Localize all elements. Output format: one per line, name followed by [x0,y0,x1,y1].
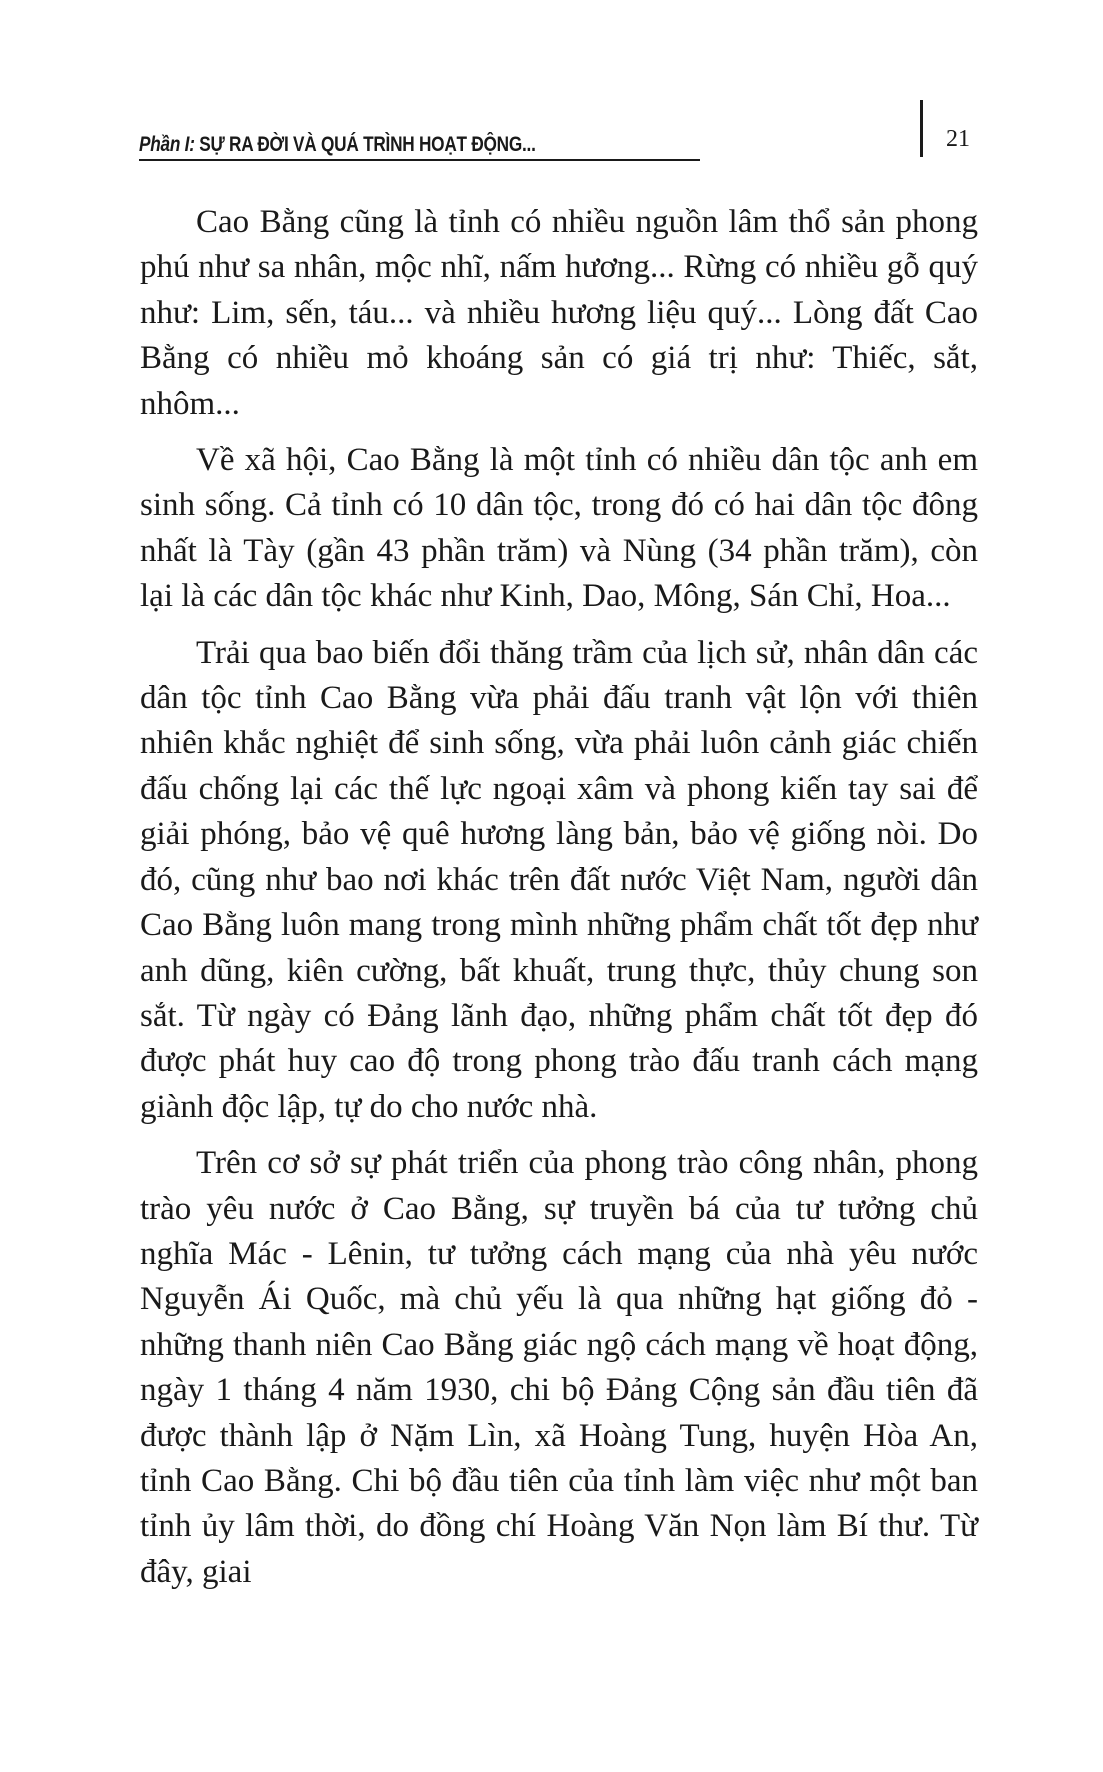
paragraph-party-founding: Trên cơ sở sự phát triển của phong trào công nhân, phong trào yêu nước ở Cao Bằng, sự truyền bá của tư tưởng chủ nghĩa Mác - Lênin, tư tưởng cách mạng của nhà yêu nước Nguyễn Ái Quốc, mà chủ yếu là qua những hạt giống đỏ - những thanh niên Cao Bằng giác ngộ cách mạng về hoạt động, ngày 1 tháng 4 năm 1930, chi bộ Đảng Cộng sản đầu tiên đã được thành lập ở Nặm Lìn, xã Hoàng Tung, huyện Hòa An, tỉnh Cao Bằng. Chi bộ đầu tiên của tỉnh làm việc như một ban tỉnh ủy lâm thời, do đồng chí Hoàng Văn Nọn làm Bí thư. Từ đây, giai [140,1145,978,1590]
paragraph-society: Về xã hội, Cao Bằng là một tỉnh có nhiều dân tộc anh em sinh sống. Cả tỉnh có 10 dân tộc, trong đó có hai dân tộc đông nhất là Tày (gần 43 phần trăm) và Nùng (34 phần trăm), còn lại là các dân tộc khác như Kinh, Dao, Mông, Sán Chỉ, Hoa... [140,442,978,615]
paragraph-history: Trải qua bao biến đổi thăng trầm của lịch sử, nhân dân các dân tộc tỉnh Cao Bằng vừa phải đấu tranh vật lộn với thiên nhiên khắc nghiệt để sinh sống, vừa phải luôn cảnh giác chiến đấu chống lại các thế lực ngoại xâm và phong kiến tay sai để giải phóng, bảo vệ quê hương làng bản, bảo vệ giống nòi. Do đó, cũng như bao nơi khác trên đất nước Việt Nam, người dân Cao Bằng luôn mang trong mình những phẩm chất tốt đẹp như anh dũng, kiên cường, bất khuất, trung thực, thủy chung son sắt. Từ ngày có Đảng lãnh đạo, những phẩm chất tốt đẹp đó được phát huy cao độ trong phong trào đấu tranh cách mạng giành độc lập, tự do cho nước nhà. [140,634,978,1125]
page-number: 21 [946,126,970,152]
header-underline [139,159,700,161]
body-text [140,200,978,1595]
paragraph-natural-resources: Cao Bằng cũng là tỉnh có nhiều nguồn lâm thổ sản phong phú như sa nhân, mộc nhĩ, nấm hương... Rừng có nhiều gỗ quý như: Lim, sến, táu... và nhiều hương liệu quý... Lòng đất Cao Bằng có nhiều mỏ khoáng sản có giá trị như: Thiếc, sắt, nhôm... [140,204,978,422]
header-title [139,133,536,157]
page-number-divider [920,100,923,157]
running-header [139,121,699,161]
header-part-label: Phần I: [139,133,195,156]
header-chapter-title: SỰ RA ĐỜI VÀ QUÁ TRÌNH HOẠT ĐỘNG... [199,133,536,156]
